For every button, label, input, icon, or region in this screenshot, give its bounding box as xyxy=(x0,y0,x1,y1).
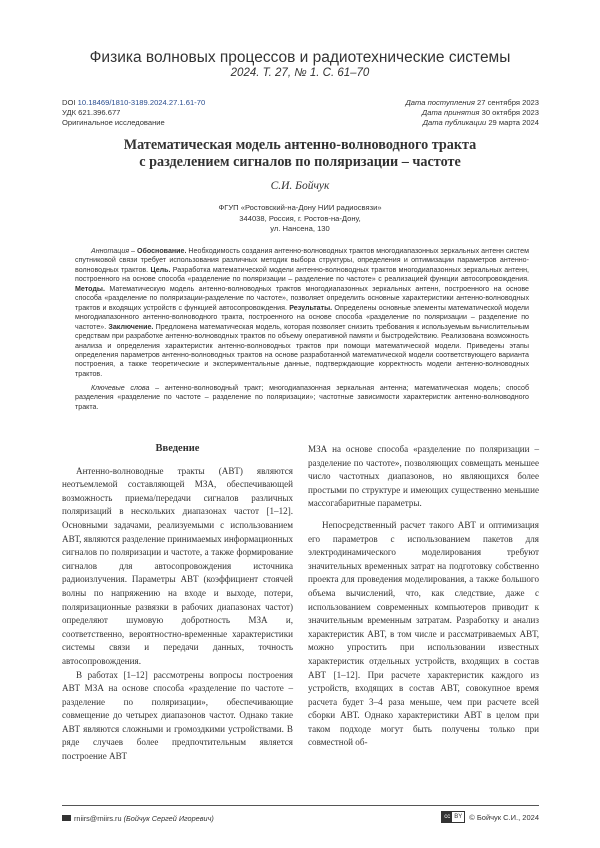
abstract-dash: – xyxy=(129,247,137,255)
paper-title-line-2: с разделением сигналов по поляризации – частоте xyxy=(139,154,461,170)
abstract xyxy=(75,247,529,379)
paper-title xyxy=(60,137,540,171)
affiliation xyxy=(200,203,400,235)
abstract-aim-label: Цель. xyxy=(150,265,171,274)
section-heading-intro: Введение xyxy=(155,443,200,454)
affiliation-org: ФГУП «Ростовский-на-Дону НИИ радиосвязи» xyxy=(218,203,382,212)
doi-link[interactable]: 10.18469/1810-3189.2024.27.1.61-70 xyxy=(77,98,206,107)
accepted-label: Дата принятия xyxy=(421,108,480,117)
article-dates xyxy=(405,98,539,128)
intro-paragraph-2-cont: МЗА на основе способа «разделение по поляризации – разделение по частоте», позволяющих совмещать меньшее число частотных диапазонов, но являющихся более простыми по структуре и имеющих существенно меньшие массогабаритные параметры. xyxy=(308,444,539,509)
abstract-results: Определены основные элементы математической модели многодиапазонного антенно-волноводного тракта, построенного на основе способа «разделение по поляризации – разделение по частоте». xyxy=(75,303,530,331)
license-copyright xyxy=(441,811,539,823)
journal-issue: 2024. Т. 27, № 1. С. 61–70 xyxy=(230,67,370,79)
affiliation-city: 344038, Россия, г. Ростов-на-Дону, xyxy=(239,213,361,223)
intro-paragraph-2: В работах [1–12] рассмотрены вопросы построения АВТ МЗА на основе способа «разделение по частоте – разделение по поляризации», обеспечивающие совмещение до четырех диапазонов частот. Однако такие АВТ являются сложными и громоздкими устройствами. В ряде случаев более предпочтительным является построение АВТ xyxy=(62,669,293,762)
intro-paragraph-3: Непосредственный расчет такого АВТ и оптимизация его параметров с использованием пакетов для электродинамического моделирования требуют значительных временных затрат на подготовку собственно проекта для проведения моделирования, а также большого объема вычислений, что, как следствие, даже с использованием современных компьютеров приводит к значительным временным затратам. Разработку и анализ характеристик АВТ, в том числе и рассматриваемых АВТ, можно упростить при использовании известных характеристик отдельных устройств, входящих в состав АВТ [1–12]. При расчете характеристик каждого из устройств, входящих в состав АВТ, совокупное время расчета будет 3–4 раза меньше, чем при расчете всей сборки АВТ. Однако характеристики АВТ в целом при таком подходе могут быть получены только при совместной об- xyxy=(308,519,539,748)
received-date: 27 сентября 2023 xyxy=(477,98,539,107)
author-email[interactable]: rniirs@rniirs.ru xyxy=(74,814,122,823)
cc-mark: cc xyxy=(444,814,451,820)
abstract-conclusion: Предложена математическая модель, которая позволяет снизить требования к используемым вычислительным средствам при разработке антенно-волноводных трактов по объему оперативной памяти и быстродействию. Реализована возможность анализа и определения характеристик антенно-волноводных трактов при помощи математической модели. Приведены этапы определения параметров антенно-волноводных трактов на основе разработанной математической модели соответствующего варианта построения, а также теоретические и экспериментальные данные, подтверждающие корректность модели антенно-волноводных трактов. xyxy=(75,322,529,378)
by-mark: BY xyxy=(454,814,463,820)
article-type: Оригинальное исследование xyxy=(62,118,165,127)
keywords-label: Ключевые слова xyxy=(91,384,150,392)
doi-label: DOI xyxy=(62,98,76,107)
abstract-background: Необходимость создания антенно-волноводных трактов многодиапазонных зеркальных антенн систем спутниковой связи требует использования различных методик выбора структуры, определения и оптимизации параметров антенно-волноводных трактов. xyxy=(75,247,530,274)
copyright-text: © Бойчук С.И., 2024 xyxy=(469,812,539,822)
paper-title-line-1: Математическая модель антенно-волноводного тракта xyxy=(123,137,477,153)
author-email-note: (Бойчук Сергей Игоревич) xyxy=(123,814,214,823)
affiliation-street: ул. Нансена, 130 xyxy=(270,224,330,233)
intro-paragraph-1: Антенно-волноводные тракты (АВТ) являются неотъемлемой составляющей МЗА, обеспечивающей возможность приема/передачи сигналов различных поляризаций в нескольких диапазонах частот [1–12]. Основными задачами, реализуемыми с использованием АВТ, являются разделение принимаемых информационных сигналов по поляризации и частоте, а также формирование сигналов для автосопровождения источника радиоизлучения. Параметры АВТ (коэффициент стоячей волны по напряжению на входе и выходе, потери, поляризационные развязки в рабочих диапазонах частот) определяют шумовую добротность МЗА и, соответственно, вероятностно-временные характеристики системы связи и передачи данных, точность автосопровождения. xyxy=(62,465,293,666)
author-name: С.И. Бойчук xyxy=(270,180,330,192)
abstract-methods-label: Методы. xyxy=(75,284,105,293)
keywords-text: – антенно-волноводный тракт; многодиапазонная зеркальная антенна; математическая модель; способ разделения «разделение по частоте – разделение по поляризации»; частотные зависимости характеристик антенно-волноводного тракта. xyxy=(75,384,530,411)
received-label: Дата поступления xyxy=(405,98,475,107)
abstract-label: Аннотация xyxy=(91,247,130,255)
abstract-methods: Математическую модель антенно-волноводных трактов многодиапазонных зеркальных антенн, построенного на основе способа «разделение по поляризации-разделение по частоте», позволяет определить основные характеристики антенно-волноводных трактов и входящих устройств с функцией автосопровождения. xyxy=(75,284,529,312)
keywords xyxy=(75,384,529,412)
published-label: Дата публикации xyxy=(422,118,487,127)
abstract-results-label: Результаты. xyxy=(289,303,333,312)
udc: УДК 621.396.677 xyxy=(62,108,121,117)
corresponding-author xyxy=(62,814,214,823)
abstract-conclusion-label: Заключение. xyxy=(108,322,154,331)
abstract-background-label: Обоснование. xyxy=(136,247,187,255)
accepted-date: 30 октября 2023 xyxy=(481,108,539,117)
published-date: 29 марта 2024 xyxy=(488,118,539,127)
envelope-icon xyxy=(62,815,71,821)
body-column-right xyxy=(308,443,539,750)
journal-title: Физика волновых процессов и радиотехнические системы xyxy=(89,49,511,66)
footer-divider xyxy=(62,805,539,806)
article-meta xyxy=(62,98,205,128)
cc-by-license-icon[interactable] xyxy=(441,811,465,823)
abstract-aim: Разработка математической модели антенно-волноводных трактов многодиапазонных зеркальных антенн, построенного на основе способа «разделение по поляризации – разделение по частоте» с реализацией функции автосопровождения. xyxy=(75,265,529,284)
body-column-left xyxy=(62,442,293,764)
